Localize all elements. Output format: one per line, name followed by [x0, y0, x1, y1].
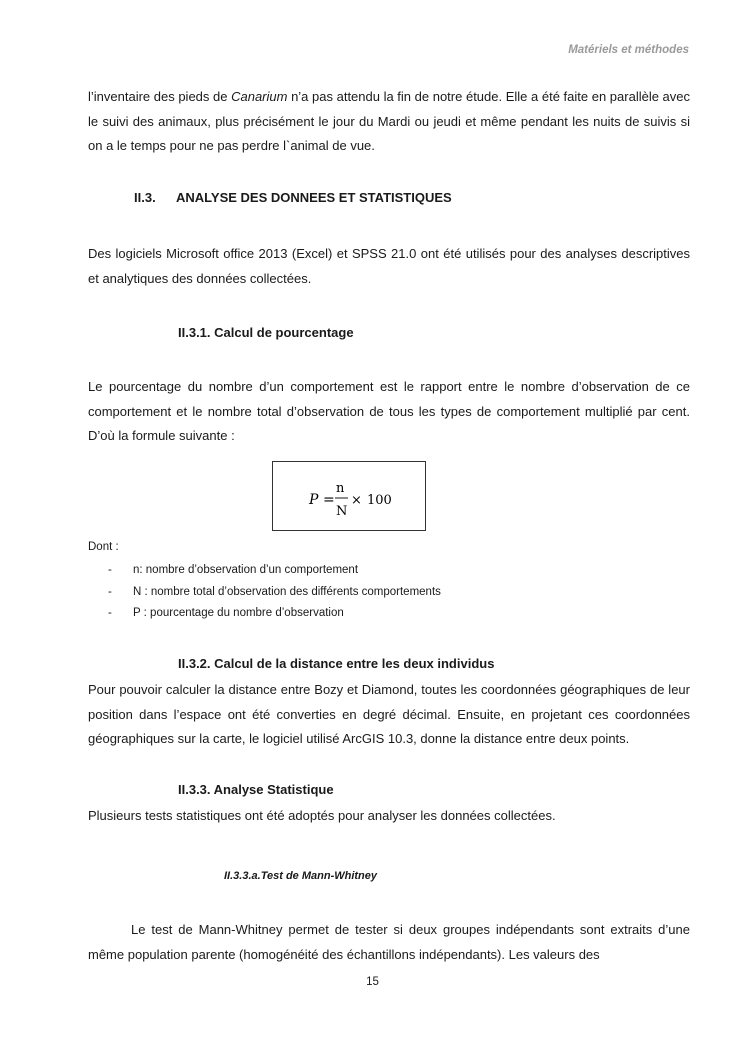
paragraph-software — [88, 242, 690, 291]
paragraph-text: Des logiciels Microsoft office 2013 (Excel) et SPSS 21.0 ont été utilisés pour des analyses descriptives et analytiques des données collectées. — [88, 246, 690, 286]
bullet: - — [108, 585, 112, 598]
paragraph-tests — [88, 804, 690, 829]
para1-rest: n’a pas attendu la fin de notre étude. Elle a été faite en parallèle avec le suivi des animaux, plus précisément le jour du Mardi ou jeudi et même pendant les nuits de suivis si on a le temps pour ne pas perdre l`animal de vue. — [88, 89, 691, 153]
section-heading-2-3-3-a: II.3.3.a.Test de Mann-Whitney — [224, 870, 378, 882]
paragraph-text: Plusieurs tests statistiques ont été adoptés pour analyser les données collectées. — [88, 808, 556, 823]
formula-equals: = — [323, 492, 335, 508]
section-heading-2-3 — [134, 190, 452, 205]
paragraph-text: Le pourcentage du nombre d’un comportement est le rapport entre le nombre d’observation de ce comportement et le nombre total d’observation de tous les types de comportement multiplié par cent. D’où la formule suivante : — [88, 379, 690, 443]
section-heading-2-3-2: II.3.2. Calcul de la distance entre les deux individus — [178, 656, 495, 671]
paragraph-distance — [88, 678, 690, 752]
paragraph-inventory — [88, 85, 690, 159]
section-title: ANALYSE DES DONNEES ET STATISTIQUES — [176, 190, 452, 205]
para1-start: l’inventaire des pieds de — [88, 89, 232, 104]
page-number: 15 — [366, 976, 379, 988]
paragraph-mann-whitney — [88, 918, 690, 967]
definitions-list — [108, 560, 441, 625]
section-number: II.3. — [134, 190, 156, 205]
formula-numerator: n — [336, 481, 345, 496]
species-name: Canarium — [231, 89, 288, 104]
formula-denominator: N — [336, 504, 348, 519]
section-heading-2-3-3: II.3.3. Analyse Statistique — [178, 782, 334, 797]
formula-lhs: P — [309, 492, 319, 508]
paragraph-percentage — [88, 375, 690, 449]
paragraph-text: Pour pouvoir calculer la distance entre Bozy et Diamond, toutes les coordonnées géographiques de leur position dans l’espace ont été converties en degré décimal. Ensuite, en projetant ces coordonnées géographiques sur la carte, le logiciel utilisé ArcGIS 10.3, donne la distance entre deux points. — [88, 682, 690, 746]
definition-item: - n: nombre d’observation d’un comportement — [108, 560, 441, 582]
formula-times: × — [351, 493, 362, 508]
definitions-intro: Dont : — [88, 541, 119, 553]
formula-factor: 100 — [367, 493, 392, 508]
bullet: - — [108, 564, 112, 576]
paragraph-text: Le test de Mann-Whitney permet de tester si deux groupes indépendants sont extraits d’une même population parente (homogénéité des échantillons indépendants). Les valeurs des — [88, 922, 690, 962]
section-heading-2-3-1: II.3.1. Calcul de pourcentage — [178, 325, 354, 340]
running-header: Matériels et méthodes — [568, 44, 689, 56]
definition-item: - P : pourcentage du nombre d’observation — [108, 603, 441, 625]
formula-svg — [273, 462, 425, 530]
definition-item: - N : nombre total d’observation des différents comportements — [108, 582, 441, 604]
formula-box — [272, 461, 426, 531]
bullet: - — [108, 607, 112, 619]
